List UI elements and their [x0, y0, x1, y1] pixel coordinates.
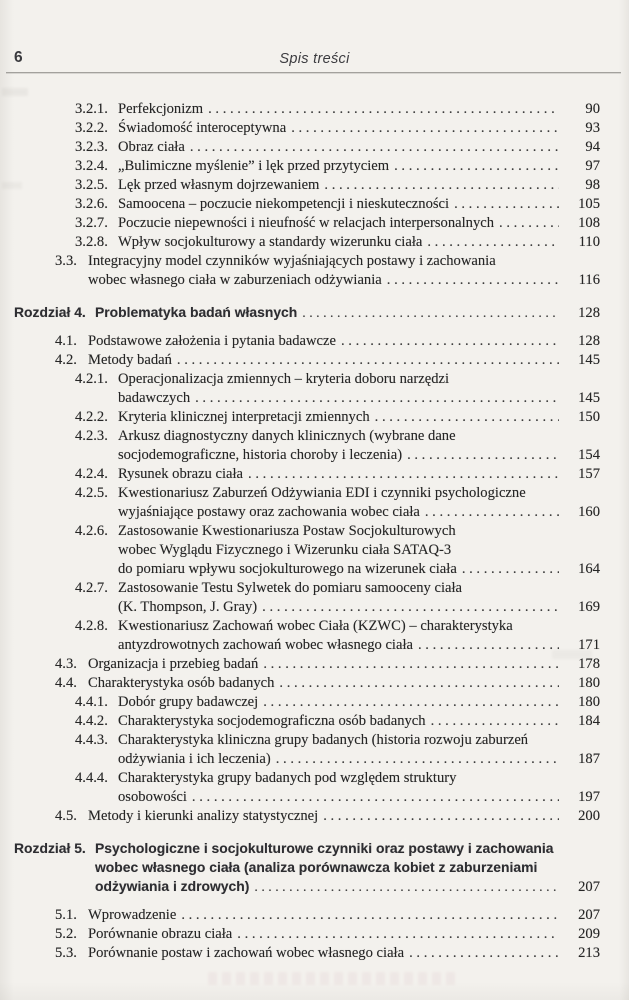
- entry-page-number: 116: [578, 272, 600, 288]
- dot-leader: [418, 636, 559, 655]
- entry-page-number: 157: [578, 466, 600, 482]
- entry-number: 3.2.8.: [75, 234, 108, 250]
- dot-leader: [276, 750, 559, 769]
- entry-title-line: Zastosowanie Testu Sylwetek do pomiaru samooceny ciała: [118, 580, 463, 596]
- toc-entry: [0, 465, 629, 484]
- dot-leader: [262, 598, 559, 617]
- dot-leader: [195, 389, 559, 408]
- toc-entry: [0, 370, 629, 408]
- dot-leader: [499, 214, 559, 233]
- entry-title-line: Dobór grupy badawczej: [118, 694, 259, 710]
- entry-last-line: [118, 138, 600, 157]
- entry-last-line: [118, 503, 600, 522]
- entry-last-line: [88, 351, 600, 370]
- entry-title-line: badawczych: [118, 390, 191, 406]
- entry-last-line: [95, 303, 600, 323]
- dot-leader: [394, 157, 559, 176]
- dot-leader: [248, 465, 559, 484]
- entry-title-line: Samoocena – poczucie niekompetencji i nieskuteczności: [118, 196, 450, 212]
- entry-page-number: 105: [578, 196, 600, 212]
- toc-entry: [0, 252, 629, 290]
- dot-leader: [324, 176, 559, 195]
- entry-page-number: 93: [585, 120, 600, 136]
- dot-leader: [291, 119, 559, 138]
- entry-number: 4.4.1.: [75, 694, 108, 710]
- toc-entry: [0, 427, 629, 465]
- entry-title-line: Kwestionariusz Zaburzeń Odżywiania EDI i czynniki psychologiczne: [118, 485, 526, 501]
- entry-last-line: [118, 560, 600, 579]
- entry-number: 3.2.1.: [75, 101, 108, 117]
- entry-page-number: 145: [578, 352, 600, 368]
- entry-page-number: 160: [578, 504, 600, 520]
- running-head: [0, 0, 629, 75]
- dot-leader: [425, 503, 559, 522]
- toc-entry: [0, 100, 629, 119]
- entry-page-number: 90: [585, 101, 600, 117]
- toc-entry: [0, 925, 629, 944]
- entry-title-line: Kryteria klinicznej interpretacji zmiennych: [118, 409, 370, 425]
- entry-last-line: [118, 176, 600, 195]
- entry-page-number: 94: [585, 139, 600, 155]
- entry-last-line: [118, 712, 600, 731]
- toc-entry: [0, 195, 629, 214]
- toc-entry: [0, 332, 629, 351]
- entry-last-line: [88, 807, 600, 826]
- toc-entry: [0, 119, 629, 138]
- entry-page-number: 110: [578, 234, 600, 250]
- entry-page-number: 197: [578, 789, 600, 805]
- dot-leader: [407, 446, 559, 465]
- table-of-contents: [0, 73, 629, 963]
- entry-title-line: Porównanie postaw i zachowań wobec własnego ciała: [88, 945, 405, 961]
- toc-entry: [0, 579, 629, 617]
- entry-last-line: [88, 925, 600, 944]
- dot-leader: [263, 693, 559, 712]
- entry-title-line: Wpływ socjokulturowy a standardy wizerunku ciała: [118, 234, 423, 250]
- entry-last-line: [118, 598, 600, 617]
- dot-leader: [323, 807, 559, 826]
- entry-page-number: 209: [578, 926, 600, 942]
- entry-page-number: 150: [578, 409, 600, 425]
- entry-number: 4.2.7.: [75, 580, 108, 596]
- entry-title-line: Metody badań: [88, 352, 172, 368]
- entry-last-line: [118, 465, 600, 484]
- entry-number: 4.3.: [55, 656, 77, 672]
- entry-number: Rozdział 4.: [14, 304, 86, 320]
- entry-number: 4.2.4.: [75, 466, 108, 482]
- toc-entry: [0, 214, 629, 233]
- entry-title-line: Kwestionariusz Zachowań wobec Ciała (KZWC) – charakterystyka: [118, 618, 513, 634]
- entry-title-line: Charakterystyka kliniczna grupy badanych (historia rozwoju zaburzeń: [118, 732, 529, 748]
- entry-title-line: Świadomość interoceptywna: [118, 120, 287, 136]
- toc-entry: [0, 807, 629, 826]
- toc-entry: [0, 655, 629, 674]
- dot-leader: [462, 560, 559, 579]
- toc-entry: [0, 769, 629, 807]
- entry-page-number: 171: [578, 637, 600, 653]
- entry-last-line: [118, 750, 600, 769]
- dot-leader: [409, 944, 559, 963]
- entry-number: 3.2.3.: [75, 139, 108, 155]
- entry-title-line: Operacjonalizacja zmiennych – kryteria doboru narzędzi: [118, 371, 450, 387]
- entry-title-line: odżywiania i ich leczenia): [118, 751, 271, 767]
- toc-chapter-entry: [0, 839, 629, 897]
- entry-number: 4.2.2.: [75, 409, 108, 425]
- dot-leader: [341, 332, 559, 351]
- entry-page-number: 98: [585, 177, 600, 193]
- entry-page-number: 145: [578, 390, 600, 406]
- entry-title-line: Poczucie niepewności i nieufność w relacjach interpersonalnych: [118, 215, 495, 231]
- dot-leader: [208, 100, 559, 119]
- dot-leader: [431, 712, 559, 731]
- entry-number: 4.2.1.: [75, 371, 108, 387]
- toc-entry: [0, 617, 629, 655]
- entry-title-line: osobowości: [118, 789, 187, 805]
- toc-entry: [0, 522, 629, 579]
- entry-title-line: Metody i kierunki analizy statystycznej: [88, 808, 319, 824]
- entry-page-number: 178: [578, 656, 600, 672]
- dot-leader: [387, 271, 559, 290]
- entry-last-line: [88, 332, 600, 351]
- entry-last-line: [118, 446, 600, 465]
- entry-page-number: 213: [578, 945, 600, 961]
- entry-title-line: Charakterystyka socjodemograficzna osób badanych: [118, 713, 426, 729]
- entry-title-line: Lęk przed własnym dojrzewaniem: [118, 177, 320, 193]
- entry-page-number: 184: [578, 713, 600, 729]
- entry-title-line: Charakterystyka osób badanych: [88, 675, 275, 691]
- entry-last-line: [95, 877, 600, 897]
- entry-title-line: Perfekcjonizm: [118, 101, 204, 117]
- entry-number: 3.2.2.: [75, 120, 108, 136]
- entry-title-line: socjodemograficzne, historia choroby i leczenia): [118, 447, 403, 463]
- toc-entry: [0, 674, 629, 693]
- toc-entry: [0, 176, 629, 195]
- entry-page-number: 180: [578, 694, 600, 710]
- toc-entry: [0, 408, 629, 427]
- entry-last-line: [88, 655, 600, 674]
- toc-entry: [0, 157, 629, 176]
- entry-number: 3.2.4.: [75, 158, 108, 174]
- entry-title-line: wyjaśniające postawy oraz zachowania wobec ciała: [118, 504, 420, 520]
- toc-entry: [0, 906, 629, 925]
- entry-title-line: wobec własnego ciała w zaburzeniach odżywiania: [88, 272, 382, 288]
- page-title: Spis treści: [279, 51, 350, 67]
- entry-title-line: Problematyka badań własnych: [95, 304, 298, 320]
- entry-title-line: wobec Wyglądu Fizycznego i Wizerunku ciała SATAQ-3: [118, 542, 452, 558]
- entry-title-line: Integracyjny model czynników wyjaśniających postawy i zachowania: [88, 253, 496, 269]
- entry-number: 4.2.5.: [75, 485, 108, 501]
- dot-leader: [375, 408, 559, 427]
- entry-title-line: odżywiania i zdrowych): [95, 878, 250, 894]
- dot-leader: [254, 878, 559, 897]
- entry-number: 4.2.: [55, 352, 77, 368]
- entry-page-number: 180: [578, 675, 600, 691]
- entry-page-number: 187: [578, 751, 600, 767]
- entry-last-line: [118, 636, 600, 655]
- entry-page-number: 97: [585, 158, 600, 174]
- entry-last-line: [88, 944, 600, 963]
- toc-entry: [0, 233, 629, 252]
- toc-entry: [0, 693, 629, 712]
- entry-number: 4.4.2.: [75, 713, 108, 729]
- entry-number: 3.2.7.: [75, 215, 108, 231]
- entry-last-line: [88, 271, 600, 290]
- entry-number: 4.5.: [55, 808, 77, 824]
- entry-page-number: 154: [578, 447, 600, 463]
- entry-number: 4.4.3.: [75, 732, 108, 748]
- entry-last-line: [118, 119, 600, 138]
- dot-leader: [190, 138, 559, 157]
- page-number: 6: [14, 49, 23, 66]
- entry-title-line: wobec własnego ciała (analiza porównawcza kobiet z zaburzeniami: [95, 859, 538, 875]
- entry-title-line: Psychologiczne i socjokulturowe czynniki oraz postawy i zachowania: [95, 840, 554, 856]
- dot-leader: [263, 655, 559, 674]
- entry-page-number: 128: [578, 305, 600, 321]
- entry-number: 3.2.6.: [75, 196, 108, 212]
- toc-chapter-entry: [0, 303, 629, 323]
- dot-leader: [177, 351, 559, 370]
- entry-number: 4.2.6.: [75, 523, 108, 539]
- entry-title-line: Organizacja i przebieg badań: [88, 656, 259, 672]
- entry-title-line: do pomiaru wpływu socjokulturowego na wizerunek ciała: [118, 561, 457, 577]
- scan-artifact: [208, 972, 458, 985]
- entry-last-line: [118, 693, 600, 712]
- entry-last-line: [118, 100, 600, 119]
- toc-entry: [0, 712, 629, 731]
- dot-leader: [454, 195, 559, 214]
- dot-leader: [181, 906, 559, 925]
- entry-title-line: antyzdrowotnych zachowań wobec własnego ciała: [118, 637, 413, 653]
- entry-number: 4.2.3.: [75, 428, 108, 444]
- entry-title-line: „Bulimiczne myślenie” i lęk przed przytyciem: [118, 158, 390, 174]
- entry-title-line: Arkusz diagnostyczny danych klinicznych (wybrane dane: [118, 428, 456, 444]
- dot-leader: [237, 925, 559, 944]
- entry-title-line: Podstawowe założenia i pytania badawcze: [88, 333, 336, 349]
- entry-number: 3.2.5.: [75, 177, 108, 193]
- entry-number: 4.4.: [55, 675, 77, 691]
- entry-page-number: 169: [578, 599, 600, 615]
- dot-leader: [279, 674, 559, 693]
- entry-number: 3.3.: [55, 253, 77, 269]
- entry-title-line: Zastosowanie Kwestionariusza Postaw Socjokulturowych: [118, 523, 456, 539]
- entry-number: 5.1.: [55, 907, 77, 923]
- entry-last-line: [118, 389, 600, 408]
- entry-page-number: 200: [578, 808, 600, 824]
- entry-last-line: [118, 408, 600, 427]
- entry-number: 4.2.8.: [75, 618, 108, 634]
- entry-number: 4.4.4.: [75, 770, 108, 786]
- entry-page-number: 108: [578, 215, 600, 231]
- entry-last-line: [118, 233, 600, 252]
- entry-last-line: [118, 157, 600, 176]
- toc-entry: [0, 351, 629, 370]
- entry-page-number: 128: [578, 333, 600, 349]
- entry-title-line: Obraz ciała: [118, 139, 185, 155]
- entry-title-line: (K. Thompson, J. Gray): [118, 599, 258, 615]
- entry-title-line: Charakterystyka grupy badanych pod względem struktury: [118, 770, 457, 786]
- entry-title-line: Wprowadzenie: [88, 907, 177, 923]
- entry-number: 4.1.: [55, 333, 77, 349]
- entry-number: 5.3.: [55, 945, 77, 961]
- toc-entry: [0, 138, 629, 157]
- entry-title-line: Porównanie obrazu ciała: [88, 926, 233, 942]
- entry-number: Rozdział 5.: [14, 840, 86, 856]
- entry-page-number: 164: [578, 561, 600, 577]
- entry-last-line: [88, 674, 600, 693]
- entry-last-line: [88, 906, 600, 925]
- dot-leader: [302, 304, 559, 323]
- dot-leader: [192, 788, 559, 807]
- entry-last-line: [118, 214, 600, 233]
- entry-last-line: [118, 788, 600, 807]
- entry-last-line: [118, 195, 600, 214]
- entry-title-line: Rysunek obrazu ciała: [118, 466, 244, 482]
- toc-entry: [0, 944, 629, 963]
- entry-page-number: 207: [578, 879, 600, 895]
- entry-number: 5.2.: [55, 926, 77, 942]
- toc-entry: [0, 731, 629, 769]
- toc-entry: [0, 484, 629, 522]
- entry-page-number: 207: [578, 907, 600, 923]
- dot-leader: [427, 233, 559, 252]
